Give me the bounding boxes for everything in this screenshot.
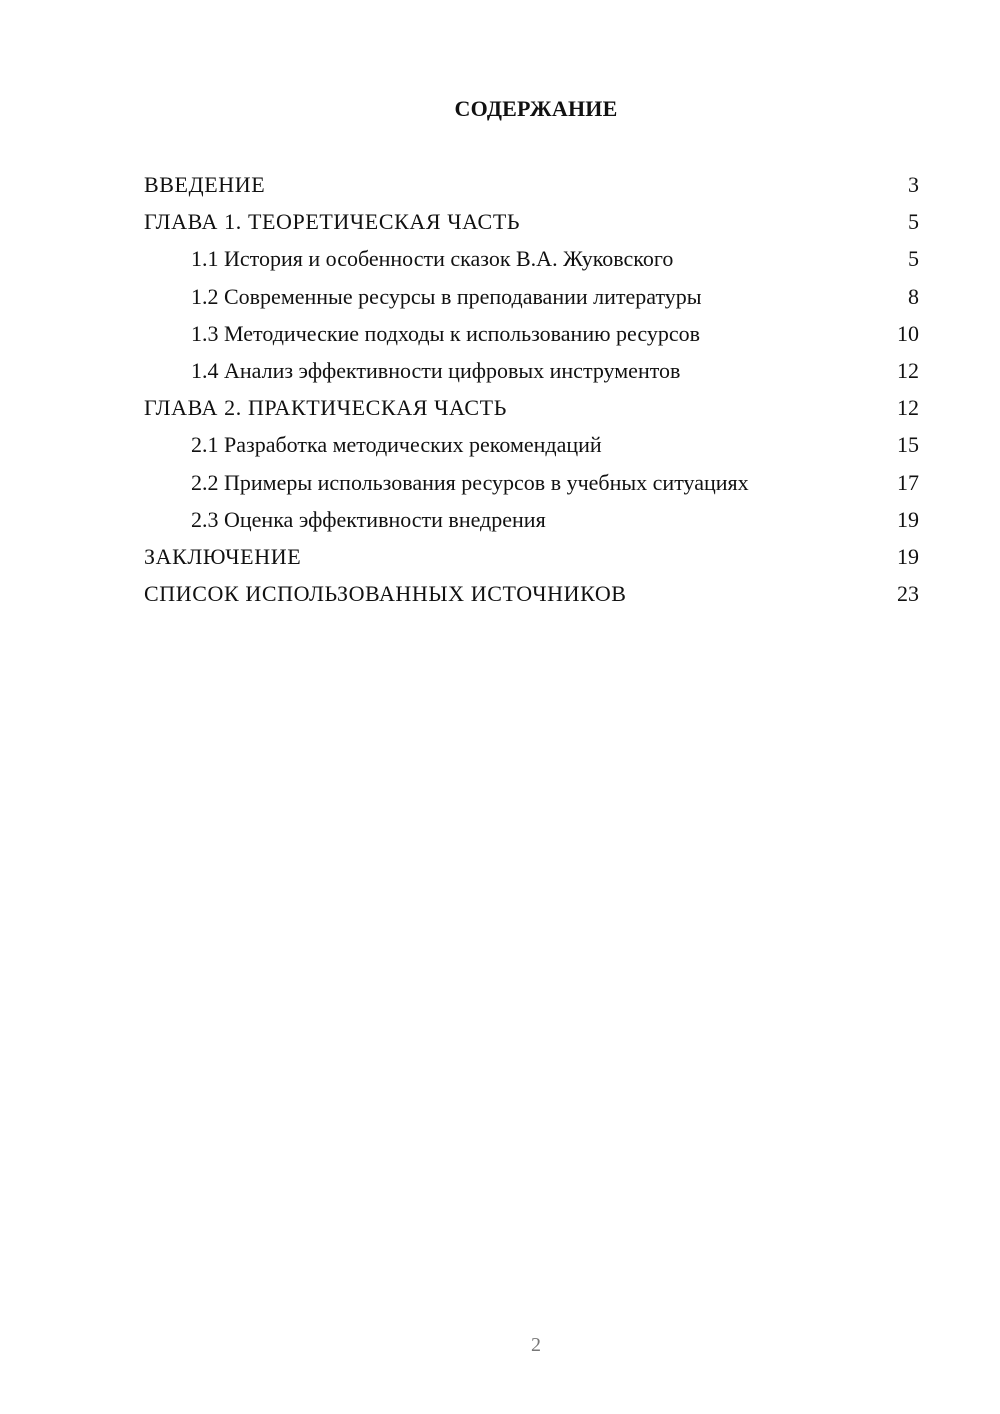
toc-entry-chapter-2: [144, 389, 919, 426]
toc-entry-page: 5: [908, 246, 919, 272]
toc-entry-section-1-2: [144, 278, 919, 315]
toc-entry-section-1-4: [144, 352, 919, 389]
toc-entry-label: ЗАКЛЮЧЕНИЕ: [144, 543, 302, 569]
toc-entry-page: 5: [908, 209, 919, 235]
toc-entry-page: 17: [897, 469, 919, 495]
toc-entry-label: 1.1 История и особенности сказок В.А. Жуковского: [191, 246, 674, 272]
toc-entry-page: 10: [897, 320, 919, 346]
toc-entry-label: СПИСОК ИСПОЛЬЗОВАННЫХ ИСТОЧНИКОВ: [144, 581, 627, 607]
toc-entry-chapter-1: [144, 203, 919, 240]
toc-entry-label: 2.2 Примеры использования ресурсов в учебных ситуациях: [191, 469, 749, 495]
toc-entry-section-1-3: [144, 315, 919, 352]
toc-entry-introduction: [144, 166, 919, 203]
toc-entry-page: 12: [897, 395, 919, 421]
toc-entry-label: ГЛАВА 2. ПРАКТИЧЕСКАЯ ЧАСТЬ: [144, 395, 507, 421]
toc-entry-label: 1.2 Современные ресурсы в преподавании литературы: [191, 283, 702, 309]
toc-entry-conclusion: [144, 538, 919, 575]
toc-entry-page: 15: [897, 432, 919, 458]
toc-entry-page: 19: [897, 543, 919, 569]
toc-title: СОДЕРЖАНИЕ: [454, 96, 618, 121]
toc-entry-section-2-3: [144, 501, 919, 538]
toc-entry-page: 23: [897, 581, 919, 607]
toc-entry-page: 8: [908, 283, 919, 309]
toc-entry-page: 12: [897, 357, 919, 383]
toc-entry-page: 3: [908, 172, 919, 197]
toc-entry-section-1-1: [144, 240, 919, 277]
table-of-contents: [144, 166, 919, 612]
toc-entry-label: 1.4 Анализ эффективности цифровых инструментов: [191, 357, 681, 383]
toc-entry-label: ВВЕДЕНИЕ: [144, 172, 266, 197]
page-number: 2: [531, 1334, 541, 1356]
toc-entry-label: 2.3 Оценка эффективности внедрения: [191, 506, 546, 532]
toc-entry-page: 19: [897, 506, 919, 532]
toc-entry-references: [144, 575, 919, 612]
toc-entry-section-2-1: [144, 426, 919, 463]
toc-entry-section-2-2: [144, 464, 919, 501]
toc-entry-label: 2.1 Разработка методических рекомендаций: [191, 432, 602, 458]
toc-entry-label: 1.3 Методические подходы к использованию ресурсов: [191, 320, 700, 346]
toc-entry-label: ГЛАВА 1. ТЕОРЕТИЧЕСКАЯ ЧАСТЬ: [144, 209, 521, 235]
